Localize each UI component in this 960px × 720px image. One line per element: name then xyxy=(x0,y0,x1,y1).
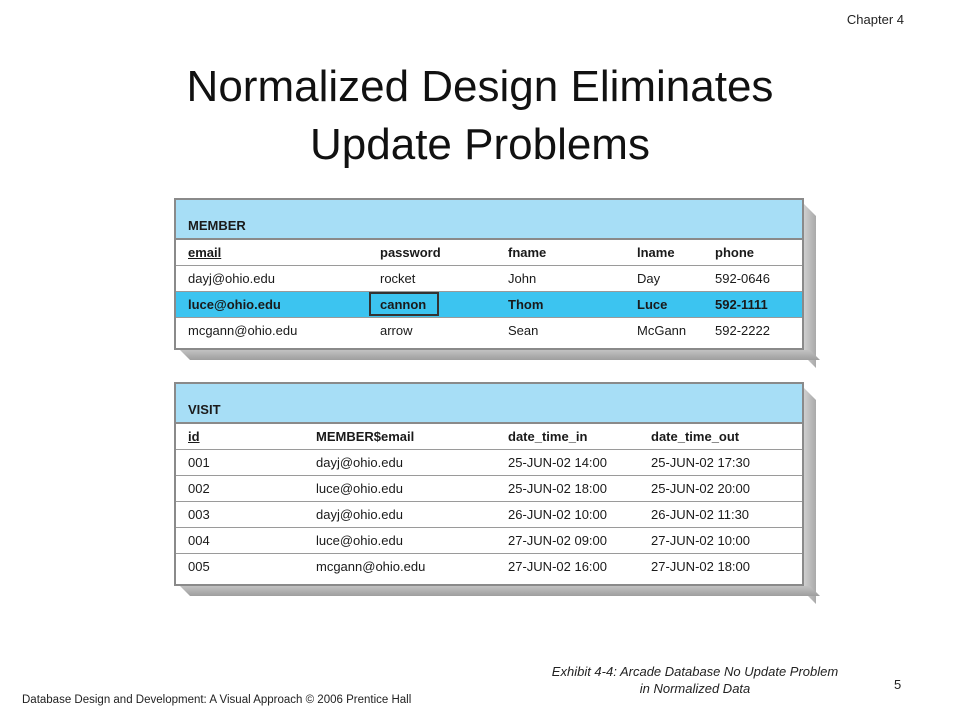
visit-cell-time-in: 27-JUN-02 16:00 xyxy=(508,559,607,574)
member-row-2-highlighted xyxy=(176,292,802,318)
member-col-password: password xyxy=(380,245,441,260)
member-table-shadow-bottom xyxy=(180,350,820,360)
visit-table xyxy=(174,382,804,586)
member-col-lname: lname xyxy=(637,245,675,260)
visit-col-member-email: MEMBER$email xyxy=(316,429,415,444)
visit-cell-email: dayj@ohio.edu xyxy=(316,455,403,470)
member-cell-email: luce@ohio.edu xyxy=(188,297,281,312)
visit-table-shadow-right xyxy=(804,388,816,604)
visit-row-2 xyxy=(176,476,802,502)
member-cell-lname: Day xyxy=(637,271,661,286)
visit-table-name: VISIT xyxy=(176,384,802,424)
member-cell-password: cannon xyxy=(380,297,427,312)
member-cell-fname: Sean xyxy=(508,323,539,338)
member-col-fname: fname xyxy=(508,245,547,260)
member-cell-email: dayj@ohio.edu xyxy=(188,271,275,286)
member-cell-phone: 592-1111 xyxy=(715,297,768,312)
visit-col-date-time-out: date_time_out xyxy=(651,429,740,444)
member-cell-email: mcgann@ohio.edu xyxy=(188,323,298,338)
member-row-3 xyxy=(176,318,802,344)
visit-cell-id: 003 xyxy=(188,507,210,522)
member-cell-password: rocket xyxy=(380,271,416,286)
member-col-email: email xyxy=(188,245,222,260)
visit-cell-email: luce@ohio.edu xyxy=(316,533,403,548)
visit-cell-id: 002 xyxy=(188,481,210,496)
visit-table-panel xyxy=(174,382,804,586)
visit-cell-email: mcgann@ohio.edu xyxy=(316,559,426,574)
visit-row-3 xyxy=(176,502,802,528)
page-number: 5 xyxy=(894,677,902,692)
member-table xyxy=(174,198,804,350)
member-cell-fname: John xyxy=(508,271,537,286)
visit-col-id: id xyxy=(188,429,200,444)
visit-table-shadow-bottom xyxy=(180,586,820,596)
visit-cell-time-in: 26-JUN-02 10:00 xyxy=(508,507,607,522)
visit-cell-time-in: 25-JUN-02 18:00 xyxy=(508,481,607,496)
visit-cell-time-out: 25-JUN-02 17:30 xyxy=(651,455,750,470)
visit-cell-email: luce@ohio.edu xyxy=(316,481,403,496)
visit-cell-id: 004 xyxy=(188,533,210,548)
member-table-name: MEMBER xyxy=(176,200,802,240)
slide-title-line-2: Update Problems xyxy=(310,120,650,170)
exhibit-caption-line-1: Exhibit 4-4: Arcade Database No Update Problem xyxy=(551,664,839,679)
visit-cell-id: 001 xyxy=(188,455,210,470)
visit-cell-id: 005 xyxy=(188,559,210,574)
visit-cell-time-out: 27-JUN-02 18:00 xyxy=(651,559,750,574)
visit-cell-time-out: 25-JUN-02 20:00 xyxy=(651,481,750,496)
visit-cell-time-in: 25-JUN-02 14:00 xyxy=(508,455,607,470)
visit-row-4 xyxy=(176,528,802,554)
member-cell-phone: 592-0646 xyxy=(715,271,770,286)
visit-col-date-time-in: date_time_in xyxy=(508,429,588,444)
member-cell-password: arrow xyxy=(380,323,413,338)
member-table-header-row xyxy=(176,240,802,266)
visit-cell-time-out: 26-JUN-02 11:30 xyxy=(651,507,750,522)
member-row-1 xyxy=(176,266,802,292)
visit-cell-email: dayj@ohio.edu xyxy=(316,507,403,522)
member-cell-lname: McGann xyxy=(637,323,687,338)
member-cell-phone: 592-2222 xyxy=(715,323,770,338)
member-col-phone: phone xyxy=(715,245,754,260)
exhibit-caption-line-2: in Normalized Data xyxy=(639,681,751,696)
member-cell-fname: Thom xyxy=(508,297,544,312)
chapter-label: Chapter 4 xyxy=(846,12,904,27)
member-cell-lname: Luce xyxy=(637,297,668,312)
visit-table-header-row xyxy=(176,424,802,450)
member-table-shadow-right xyxy=(804,204,816,368)
visit-row-5 xyxy=(176,554,802,580)
slide-title xyxy=(0,58,960,174)
exhibit-caption xyxy=(520,663,870,697)
slide-title-line-1: Normalized Design Eliminates xyxy=(186,62,774,111)
member-table-panel xyxy=(174,198,804,350)
visit-cell-time-out: 27-JUN-02 10:00 xyxy=(651,533,750,548)
footer-source: Database Design and Development: A Visual Approach © 2006 Prentice Hall xyxy=(22,694,412,706)
visit-row-1 xyxy=(176,450,802,476)
visit-cell-time-in: 27-JUN-02 09:00 xyxy=(508,533,607,548)
